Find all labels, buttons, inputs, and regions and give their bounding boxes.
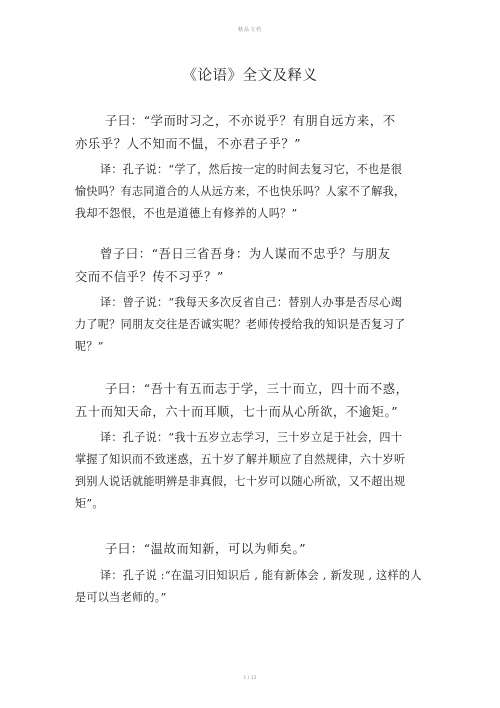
translation-line: 到别人说话就能明辨是非真假，七十岁可以随心所欲，又不超出规 — [75, 475, 406, 488]
translation-line: 我却不怨恨，不也是道德上有修养的人吗？” — [75, 207, 298, 220]
quote-line: 亦乐乎？人不知而不愠，不亦君子乎？” — [75, 137, 302, 151]
quote-line: 曾子曰：“吾日三省吾身：为人谋而不忠乎？与朋友 — [100, 247, 391, 261]
translation-line: 译：曾子说：“我每天多次反省自己：替别人办事是否尽心竭 — [100, 296, 403, 309]
page-number: 1 / 12 — [243, 676, 257, 681]
quote-line: 五十而知天命，六十而耳顺，七十而从心所欲，不逾矩。” — [75, 405, 399, 419]
translation-line: 译：孔子说 :“在温习旧知识后 , 能有新体会 , 新发现 , 这样的人 — [100, 569, 422, 582]
quote-line: 交而不信乎？传不习乎？” — [75, 270, 224, 284]
translation-line: 力了呢？同朋友交往是否诚实呢？老师传授给我的知识是否复习了 — [75, 318, 406, 331]
document-title: 《论语》全文及释义 — [182, 68, 318, 84]
translation-line: 是可以当老师的。” — [75, 591, 167, 604]
passage-1 — [75, 110, 435, 225]
passage-4 — [75, 538, 435, 609]
translation-line: 译：孔子说：“我十五岁立志学习，三十岁立足于社会，四十 — [100, 431, 403, 444]
quote-line: 子曰：“温故而知新，可以为师矣。” — [105, 542, 307, 556]
passage-3 — [75, 378, 435, 515]
quote-line: 子曰：“吾十有五而志于学，三十而立，四十而不惑， — [105, 382, 409, 396]
passage-2 — [75, 243, 435, 358]
translation-line: 呢？” — [75, 340, 104, 353]
translation-line: 愉快吗？有志同道合的人从远方来，不也快乐吗？人家不了解我， — [75, 185, 406, 198]
quote-line: 子曰：“学而时习之，不亦说乎？有朋自远方来，不 — [105, 114, 396, 128]
translation-line: 掌握了知识而不致迷惑，五十岁了解并顺应了自然规律，六十岁听 — [75, 453, 406, 466]
page-header: 精品文档 — [237, 27, 262, 33]
translation-line: 译：孔子说：“学了，然后按一定的时间去复习它，不也是很 — [100, 163, 403, 176]
translation-line: 矩”。 — [75, 497, 104, 510]
